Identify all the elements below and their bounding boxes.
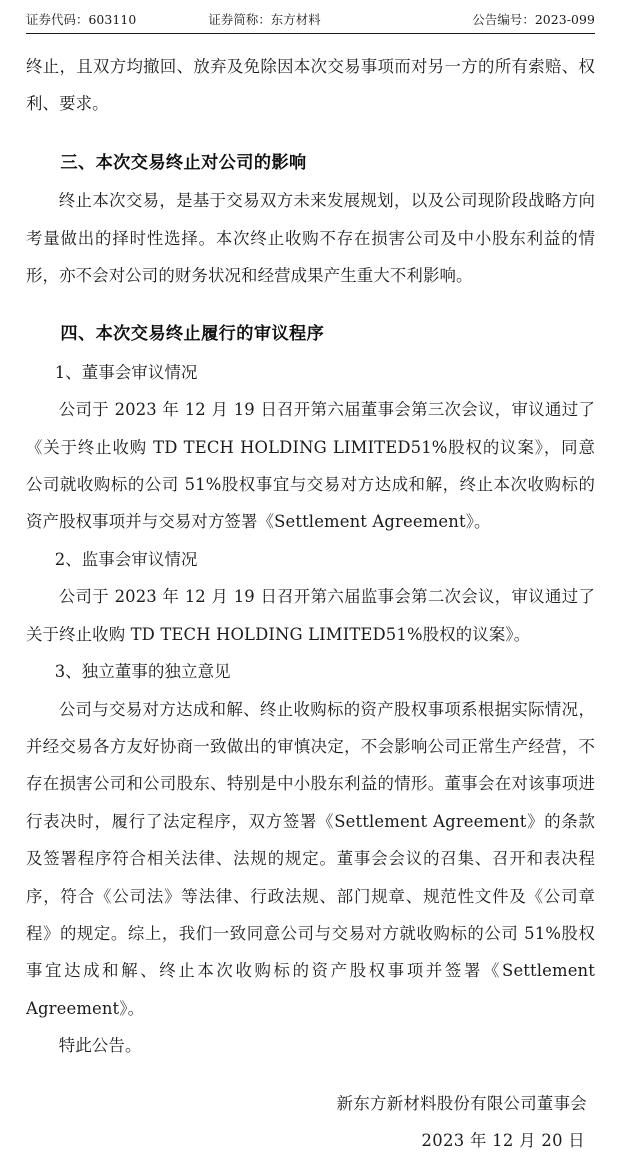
announcement-number: 公告编号：2023-099 (472, 12, 595, 27)
document-header (26, 0, 595, 29)
section-heading-three: 三、本次交易终止对公司的影响 (60, 152, 307, 173)
header-divider (26, 33, 595, 34)
security-short-name: 证券简称：东方材料 (208, 12, 321, 27)
signature-block (26, 1085, 595, 1159)
document-body (26, 48, 595, 1065)
issue-date: 2023 年 12 月 20 日 (421, 1130, 585, 1150)
spacer (26, 123, 595, 145)
continued-paragraph: 终止，且双方均撤回、放弃及免除因本次交易事项而对另一方的所有索赔、权利、要求。 (26, 57, 595, 114)
subitem-label-1: 1、董事会审议情况 (54, 362, 198, 382)
section-three-paragraph: 终止本次交易，是基于交易双方未来发展规划，以及公司现阶段战略方向考量做出的择时性选择。本次终止收购不存在损害公司及中小股东利益的情形，亦不会对公司的财务状况和经营成果产生重大不利影响。 (26, 191, 595, 286)
security-code: 证券代码：603110 (26, 12, 137, 27)
subitem-paragraph-2: 公司于 2023 年 12 月 19 日召开第六届监事会第二次会议，审议通过了关于终止收购 TD TECH HOLDING LIMITED51%股权的议案》。 (26, 587, 595, 644)
subitem-label-2: 2、监事会审议情况 (54, 549, 198, 569)
closing-statement: 特此公告。 (58, 1036, 142, 1056)
issuer-name: 新东方新材料股份有限公司董事会 (336, 1093, 587, 1113)
subitem-paragraph-3: 公司与交易对方达成和解、终止收购标的资产股权事项系根据实际情况，并经交易各方友好协商一致做出的审慎决定，不会影响公司正常生产经营，不存在损害公司和公司股东、特别是中小股东利益的情形。董事会在对该事项进行表决时，履行了法定程序，双方签署《Settlement Agreement》的条款及签署程序符合相关法律、法规的规定。董事会会议的召集、召开和表决程序，符合《公司法》等法律、行政法规、部门规章、规范性文件及《公司章程》的规定。综上，我们一致同意公司与交易对方就收购标的公司 51%股权事宜达成和解、终止本次收购标的资产股权事项并签署《Settlement Agreement》。 (26, 699, 595, 1018)
spacer (26, 294, 595, 316)
subitem-paragraph-1: 公司于 2023 年 12 月 19 日召开第六届董事会第三次会议，审议通过了《关于终止收购 TD TECH HOLDING LIMITED51%股权的议案》，同意公司就收购标的公司 51%股权事宜与交易对方达成和解，终止本次收购标的资产股权事项并与交易对方签署《Settlement Agreement》。 (26, 400, 595, 532)
subitem-label-3: 3、独立董事的独立意见 (54, 662, 231, 682)
section-heading-four: 四、本次交易终止履行的审议程序 (60, 324, 325, 345)
